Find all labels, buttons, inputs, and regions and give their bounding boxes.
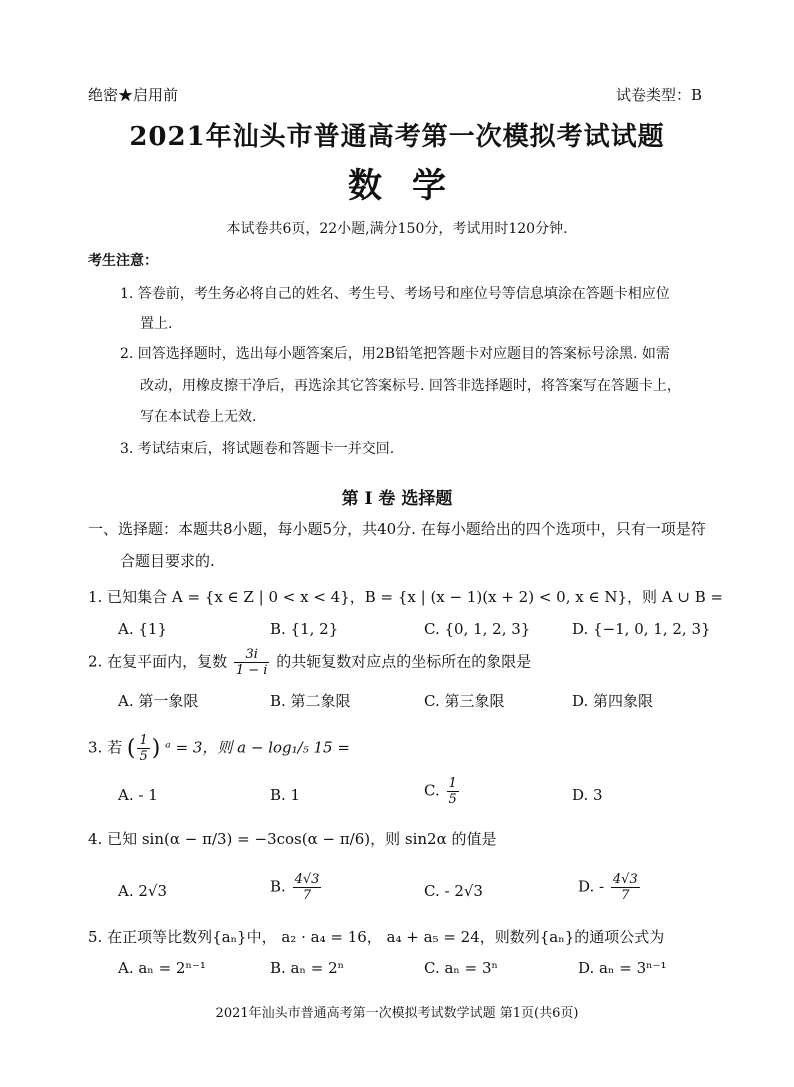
q3-option-a: A. - 1 [118, 786, 158, 804]
q4d-den: 7 [621, 888, 630, 903]
paper-type-label: 试卷类型：B [615, 86, 702, 104]
q3-option-c-fraction [447, 776, 459, 807]
notice-title: 考生注意： [88, 253, 158, 269]
question-3-stem: 3. 若 ( $\frac{1}{5}$ ) ᵃ = 3，则 a − log₁/₅ 15 = [88, 733, 350, 764]
notice-item-2: 2. 回答选择题时，选出每小题答案后，用2B铅笔把答题卡对应题目的答案标号涂黑. 如需 [120, 346, 670, 362]
q2-fraction [234, 647, 270, 678]
notice-item-2-cont2: 写在本试卷上无效. [140, 409, 257, 425]
q4-option-b-fraction [293, 872, 322, 903]
q3-option-c [424, 776, 461, 807]
confidential-label: 绝密★启用前 [88, 86, 179, 104]
exam-title: 2021年汕头市普通高考第一次模拟考试试题 [129, 122, 665, 152]
q1-option-d: D. {−1, 0, 1, 2, 3} [572, 620, 711, 638]
q3c-num: 1 [448, 776, 457, 791]
notice-item-1-cont: 置上. [140, 316, 173, 332]
question-5-stem: 5. 在正项等比数列{aₙ}中， a₂ · a₄ = 16， a₄ + a₅ = 24，则数列{aₙ}的通项公式为 [88, 928, 665, 946]
q2-option-d: D. 第四象限 [572, 692, 654, 710]
section-title: 第 I 卷 选择题 [341, 489, 453, 509]
question-1-stem: 1. 已知集合 A = {x ∈ Z | 0 < x < 4}，B = {x | (x − 1)(x + 2) < 0, x ∈ N}，则 A ∪ B = [88, 588, 724, 606]
q3c-den: 5 [448, 792, 457, 807]
q1-option-b: B. {1, 2} [270, 620, 339, 638]
notice-item-1: 1. 答卷前，考生务必将自己的姓名、考生号、考场号和座位号等信息填涂在答题卡相应位 [120, 286, 670, 302]
q3-option-b: B. 1 [270, 786, 301, 804]
q4b-num: 4√3 [294, 872, 320, 887]
q4d-num: 4√3 [612, 872, 638, 887]
q3-option-c-letter: C. [424, 781, 440, 800]
q4-option-b-letter: B. [270, 877, 286, 896]
q3-stem-before: 3. 若 [88, 738, 123, 757]
q3-stem-after: ᵃ = 3，则 a − log₁/₅ 15 = [165, 738, 350, 757]
q5-option-a: A. aₙ = 2ⁿ⁻¹ [118, 959, 206, 977]
q5-option-c: C. aₙ = 3ⁿ [424, 959, 499, 977]
q3-fraction [137, 733, 149, 764]
page-footer: 2021年汕头市普通高考第一次模拟考试数学试题 第1页(共6页) [215, 1006, 579, 1021]
q1-option-a: A. {1} [118, 620, 167, 638]
q1-option-c: C. {0, 1, 2, 3} [424, 620, 531, 638]
notice-item-2-cont1: 改动，用橡皮擦干净后，再选涂其它答案标号. 回答非选择题时，将答案写在答题卡上， [140, 378, 681, 394]
question-2-stem [88, 647, 531, 678]
q2-frac-den: 1 − i [235, 663, 268, 678]
q2-option-c: C. 第三象限 [424, 692, 505, 710]
q2-frac-num: 3i [234, 647, 270, 663]
q2-option-b: B. 第二象限 [270, 692, 351, 710]
notice-item-3: 3. 考试结束后，将试题卷和答题卡一并交回. [120, 441, 395, 457]
q3-option-d: D. 3 [572, 786, 603, 804]
q4-option-d-fraction [611, 872, 640, 903]
q2-stem-before: 2. 在复平面内，复数 [88, 652, 228, 671]
q4-option-a: A. 2√3 [118, 882, 168, 900]
q5-option-b: B. aₙ = 2ⁿ [270, 959, 345, 977]
q2-stem-after: 的共轭复数对应点的坐标所在的象限是 [276, 652, 532, 671]
q4b-den: 7 [302, 888, 312, 903]
part-instruction-line2: 合题目要求的. [120, 552, 215, 570]
exam-intro: 本试卷共6页，22小题,满分150分，考试用时120分钟. [226, 221, 568, 237]
q3-frac-den: 5 [139, 749, 148, 764]
q4-option-c: C. - 2√3 [424, 882, 483, 900]
q4-option-d [578, 872, 642, 903]
q4-option-d-letter: D. - [578, 877, 605, 896]
q3-frac-num: 1 [139, 733, 148, 748]
q4-option-b [270, 872, 323, 903]
subject-title: 数学 [348, 166, 476, 206]
q5-option-d: D. aₙ = 3ⁿ⁻¹ [578, 959, 667, 977]
part-instruction-line1: 一、选择题：本题共8小题，每小题5分，共40分. 在每小题给出的四个选项中，只有一项是符 [88, 520, 706, 538]
q2-option-a: A. 第一象限 [118, 692, 199, 710]
question-4-stem: 4. 已知 sin(α − π/3) = −3cos(α − π/6)，则 sin2α 的值是 [88, 830, 497, 848]
